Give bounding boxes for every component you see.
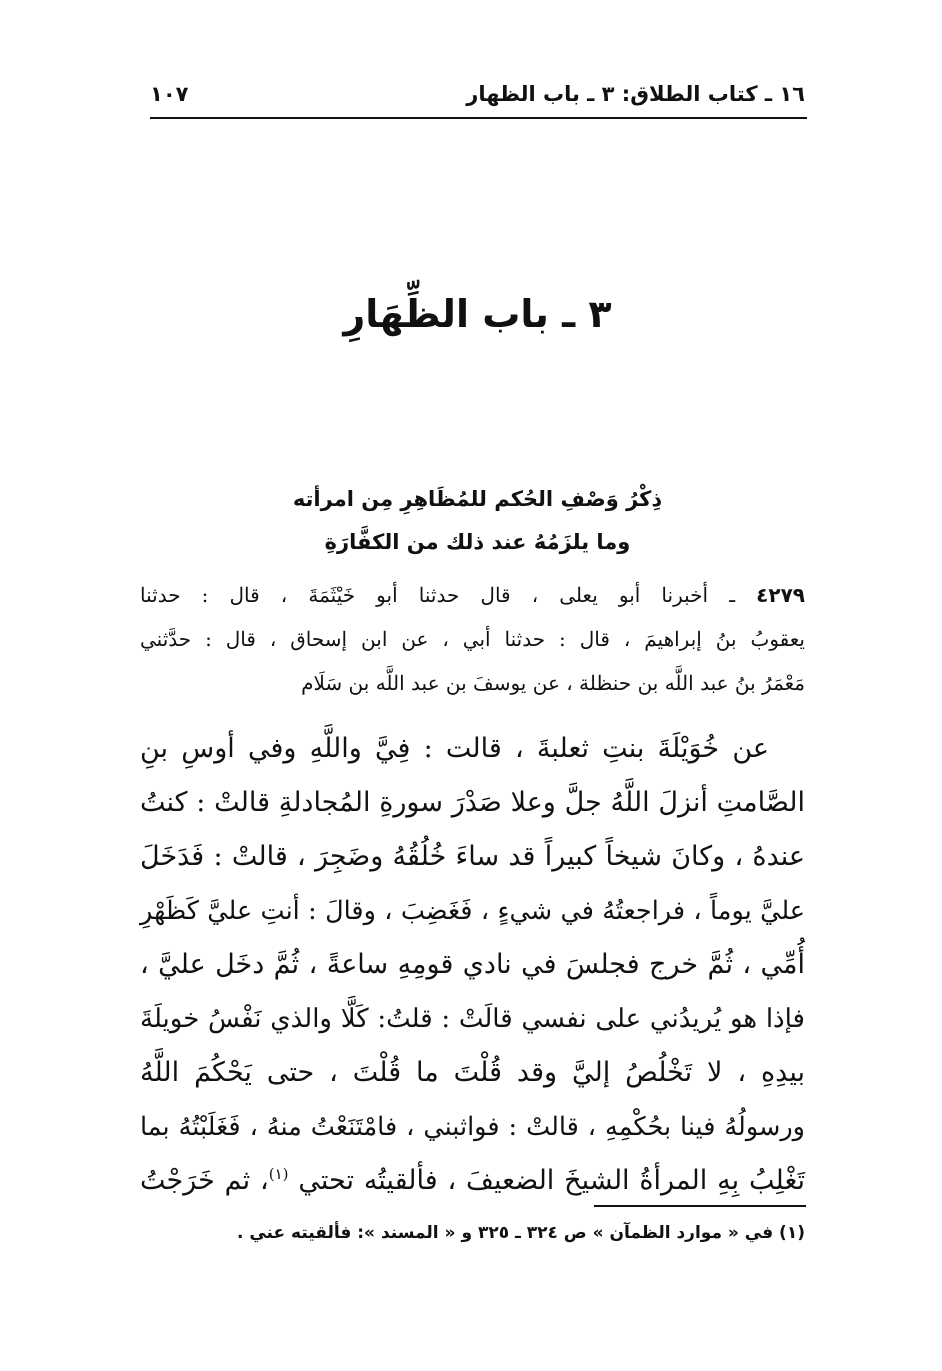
isnad-line-3: مَعْمَرُ بنُ عبد اللَّه بن حنظلة ، عن يوسفَ بن عبد اللَّه بن سَلَام [301, 671, 805, 695]
matn-line-3: عندهُ ، وكانَ شيخاً كبيراً قد ساءَ خُلُقُهُ وضَجِرَ ، قالتْ : فَدَخَلَ [140, 841, 805, 872]
chapter-title: ٣ ـ باب الظِّهَارِ [343, 292, 612, 336]
page-number: ١٠٧ [150, 82, 189, 106]
matn-line-9-text: تَغْلِبُ بِهِ المرأةُ الشيخَ الضعيفَ ، فألقيتُه تحتي [298, 1165, 805, 1196]
matn-line-4: عليَّ يوماً ، فراجعتُهُ في شيءٍ ، فَغَضِبَ ، وقالَ : أنتِ عليَّ كَظَهْرِ [140, 896, 805, 926]
footnote-reference[interactable]: (١) [268, 1165, 289, 1183]
footnote: (١) في « موارد الظمآن » ص ٣٢٤ ـ ٣٢٥ و « المسند »: فألقيته عني . [236, 1223, 805, 1243]
footnote-divider [594, 1205, 806, 1207]
running-head-title: ١٦ ـ كتاب الطلاق: ٣ ـ باب الظهار [466, 82, 805, 106]
matn-line-9-tail: ، ثم خَرَجْتُ [140, 1165, 269, 1196]
matn-line-1: عن خُوَيْلَةَ بنتِ ثعلبةَ ، قالت : فِيَّ واللَّهِ وفي أوسِ بنِ [140, 733, 769, 764]
hadith-isnad [140, 573, 805, 705]
section-heading-line-1: ذِكْرُ وَصْفِ الحُكم للمُظَاهِرِ مِن امرأته [292, 487, 663, 511]
section-heading [150, 478, 805, 564]
matn-line-6: فإذا هو يُريدُني على نفسي قالَتْ : قلتُ: كَلَّا والذي نَفْسُ خويلَةَ [140, 1004, 805, 1034]
matn-line-8: ورسولُهُ فينا بحُكْمِهِ ، قالتْ : فواثبني ، فامْتَنَعْتُ منهُ ، فَغَلَبْتُهُ بما [140, 1112, 805, 1142]
isnad-line-1 [140, 573, 805, 617]
header-divider [150, 117, 807, 119]
hadith-number: ٤٢٧٩ [756, 583, 805, 607]
running-head [150, 80, 805, 114]
hadith-matn [140, 722, 805, 1208]
isnad-line-1-text: ـ أخبرنا أبو يعلى ، قال حدثنا أبو خَيْثَمَةَ ، قال : حدثنا [140, 583, 757, 607]
isnad-line-2: يعقوبُ بنُ إبراهيمَ ، قال : حدثنا أبي ، عن ابن إسحاق ، قال : حدَّثني [140, 627, 805, 651]
matn-line-2: الصَّامتِ أنزلَ اللَّهُ جلَّ وعلا صَدْرَ سورةِ المُجادلةِ قالتْ : كنتُ [140, 787, 805, 818]
section-heading-line-2: وما يلزَمُهُ عند ذلك من الكفَّارَةِ [324, 530, 631, 554]
matn-line-7: بيدِهِ ، لا تَخْلُصُ إليَّ وقد قُلْتَ ما قُلْتَ ، حتى يَحْكُمَ اللَّهُ [140, 1057, 805, 1088]
matn-line-9 [140, 1154, 805, 1208]
matn-line-5: أُمِّي ، ثُمَّ خرج فجلسَ في نادي قومِهِ ساعةً ، ثُمَّ دخَل عليَّ ، [140, 949, 805, 980]
